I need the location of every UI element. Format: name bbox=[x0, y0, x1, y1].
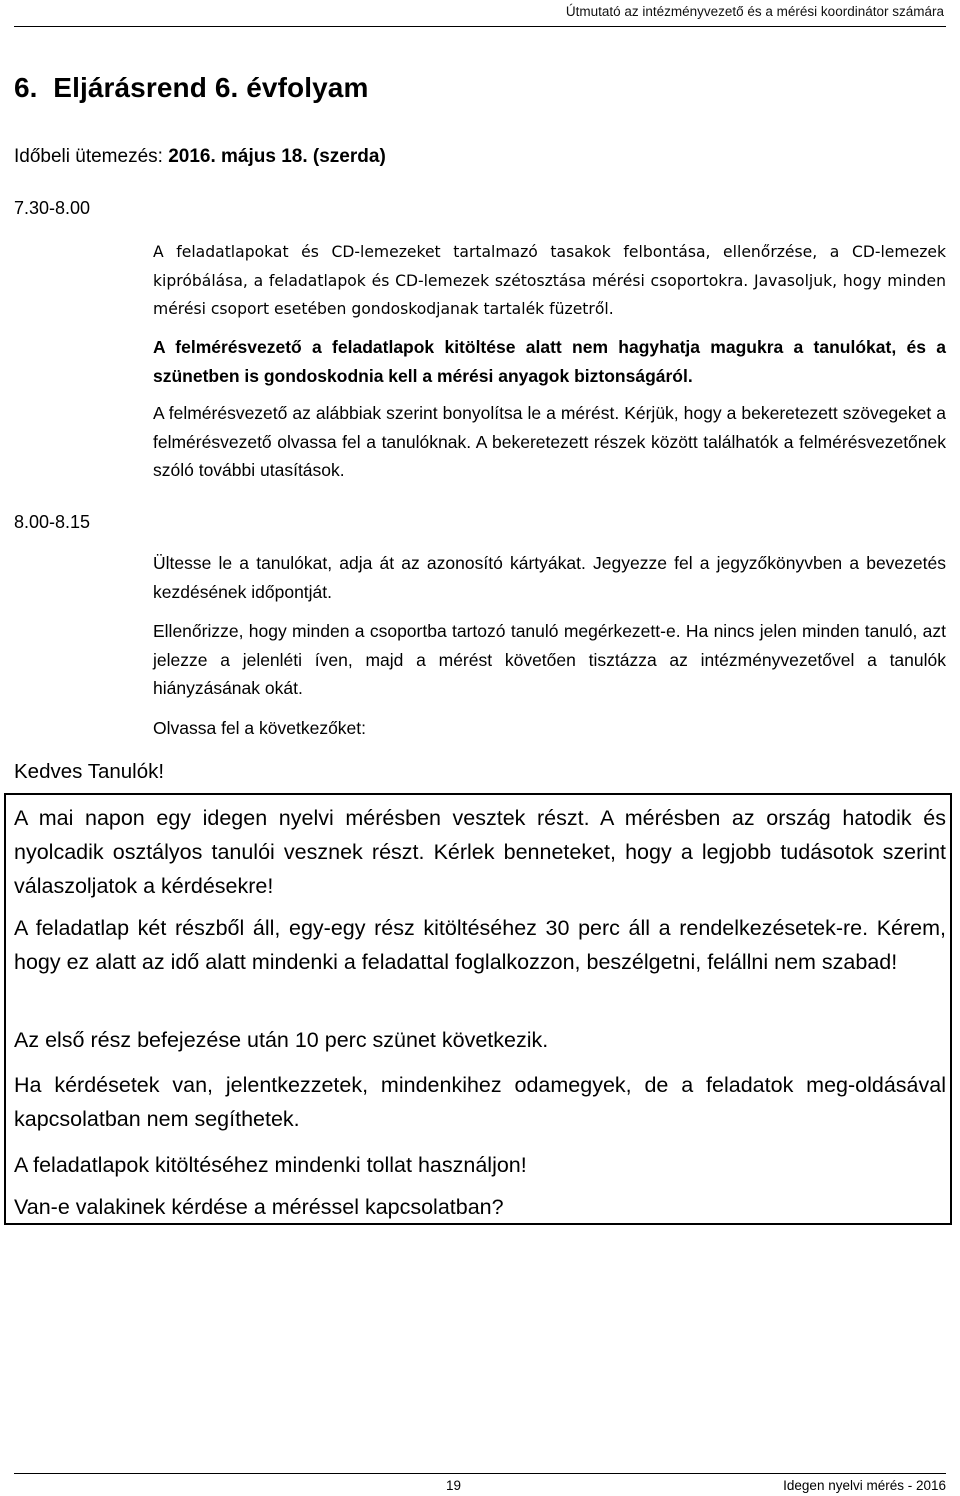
time-slot-2: 8.00-8.15 bbox=[14, 512, 91, 532]
running-header: Útmutató az intézményvezető és a mérési koordinátor számára bbox=[565, 4, 944, 19]
section-2-text-1 bbox=[153, 549, 946, 606]
box-text-2 bbox=[14, 911, 946, 979]
section-1-text bbox=[153, 238, 946, 324]
schedule-label: Időbeli ütemezés: bbox=[14, 146, 169, 167]
box-text-6 bbox=[14, 1190, 946, 1224]
box-paragraph-4: Ha kérdésetek van, jelentkezzetek, mindenkihez odamegyek, de a feladatok meg-oldásával kapcsolatban nem segíthetek. bbox=[14, 1073, 946, 1131]
section-1-instructions bbox=[153, 399, 946, 485]
section-2-text-2 bbox=[153, 617, 946, 703]
time-slot-1: 7.30-8.00 bbox=[14, 198, 91, 218]
header-rule bbox=[14, 26, 946, 27]
footer-rule bbox=[14, 1473, 946, 1474]
box-paragraph-2: A feladatlap két részből áll, egy-egy rész kitöltéséhez 30 perc áll a rendelkezésetek-re. Kérem, hogy ez alatt az idő alatt mindenki a feladattal foglalkozzon, beszélgetni, felállni nem szabad! bbox=[14, 916, 946, 974]
box-text-4 bbox=[14, 1068, 946, 1136]
box-paragraph-5: A feladatlapok kitöltéséhez mindenki tollat használjon! bbox=[14, 1153, 527, 1177]
box-paragraph-1: A mai napon egy idegen nyelvi mérésben vesztek részt. A mérésben az ország hatodik és nyolcadik osztályos tanulói vesznek részt. Kérlek benneteket, hogy a legjobb tudásotok szerint válaszoljatok a kérdésekre! bbox=[14, 806, 946, 898]
section-1-warning bbox=[153, 333, 946, 390]
box-text-3 bbox=[14, 1023, 946, 1057]
section-2-text-3 bbox=[153, 714, 946, 743]
page-title: 6. Eljárásrend 6. évfolyam bbox=[14, 72, 369, 103]
section-2-paragraph-1: Ültesse le a tanulókat, adja át az azonosító kártyákat. Jegyezze fel a jegyzőkönyvben a bevezetés kezdésének időpontját. bbox=[153, 553, 946, 602]
section-1-paragraph-2: A felmérésvezető a feladatlapok kitöltése alatt nem hagyhatja magukra a tanulókat, és a szünetben is gondoskodnia kell a mérési anyagok biztonságáról. bbox=[153, 337, 946, 386]
box-paragraph-3: Az első rész befejezése után 10 perc szünet következik. bbox=[14, 1028, 549, 1052]
section-1-paragraph-1: A feladatlapokat és CD-lemezeket tartalmazó tasakok felbontása, ellenőrzése, a CD-lemezek kipróbálása, a feladatlapok és CD-lemezek szétosztása mérési csoportokra. Javasoljuk, hogy minden mérési csoport esetében gondoskodjanak tartalék füzetről. bbox=[153, 243, 946, 318]
box-paragraph-6: Van-e valakinek kérdése a méréssel kapcsolatban? bbox=[14, 1195, 504, 1219]
section-1-paragraph-3: A felmérésvezető az alábbiak szerint bonyolítsa le a mérést. Kérjük, hogy a bekeretezett szövegeket a felmérésvezető olvassa fel a tanulóknak. A bekeretezett részek között találhatók a felmérésvezetőnek szóló további utasítások. bbox=[153, 403, 946, 480]
footer-title: Idegen nyelvi mérés - 2016 bbox=[783, 1478, 946, 1493]
box-text-1 bbox=[14, 801, 946, 903]
greeting: Kedves Tanulók! bbox=[14, 760, 165, 783]
section-2-paragraph-3: Olvassa fel a következőket: bbox=[153, 718, 367, 738]
box-text-5 bbox=[14, 1148, 946, 1182]
section-2-paragraph-2: Ellenőrizze, hogy minden a csoportba tartozó tanuló megérkezett-e. Ha nincs jelen minden tanuló, azt jelezze a jelenléti íven, majd a mérést követően tisztázza az intézményvezetővel a tanulók hiányzásának okát. bbox=[153, 621, 946, 698]
page-number: 19 bbox=[446, 1478, 462, 1493]
schedule-line bbox=[14, 146, 386, 168]
schedule-date: 2016. május 18. (szerda) bbox=[168, 146, 386, 167]
